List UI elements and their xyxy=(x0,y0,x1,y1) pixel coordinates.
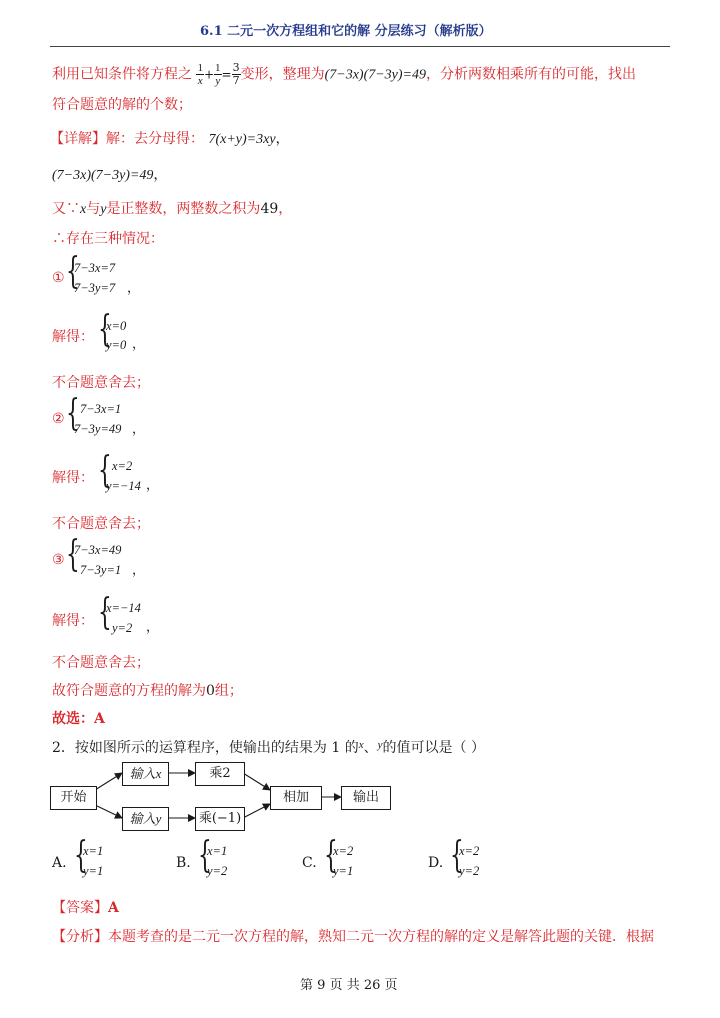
option-b-brace: { xyxy=(198,835,212,876)
and-x: x xyxy=(80,202,87,217)
detail-tag: 【详解】 xyxy=(50,131,106,147)
f3-den: 7 xyxy=(232,74,240,87)
analysis-line xyxy=(52,926,654,946)
f3-num: 3 xyxy=(232,61,240,74)
option-c-eq2: y=1 xyxy=(333,864,354,878)
detail-text: 解：去分母得： xyxy=(106,131,204,147)
flow-input-x-box: 输入x xyxy=(122,762,169,786)
f2-den: y xyxy=(215,75,221,87)
case-1-comma: ， xyxy=(127,281,141,296)
detail-expr: 7(x+y)=3xy xyxy=(208,132,276,147)
case-3-sol1: x=−14 xyxy=(106,601,141,615)
case-3-comma: ， xyxy=(132,563,146,578)
q2-stem: 2．按如图所示的运算程序，使输出的结果为 1 的 xyxy=(52,740,359,756)
case-2-sol2: y=−14 xyxy=(106,479,141,493)
case-1-sol-brace: { xyxy=(98,309,112,350)
q2-stem-end: 的值可以是（ ） xyxy=(382,740,485,756)
detail-tail: ， xyxy=(275,131,290,147)
conclusion-a: 故符合题意的方程的解为 xyxy=(52,683,206,699)
and-y: y xyxy=(100,202,107,217)
choice-line: 故选：A xyxy=(52,711,105,727)
case-3-eq2: 7−3y=1 xyxy=(80,563,122,577)
therefore-line: ∴存在三种情况： xyxy=(52,231,164,247)
p1-prefix: 利用已知条件将方程之 xyxy=(52,66,192,83)
p1-expr: (7−3x)(7−3y)=49 xyxy=(324,67,426,83)
case-2-sol-brace: { xyxy=(98,450,112,491)
case-3-marker: ③ xyxy=(52,552,65,568)
p1-suffix: ，分析两数相乘所有的可能，找出 xyxy=(426,66,636,83)
flow-output-box: 输出 xyxy=(341,786,391,810)
page-title: 6.1 二元一次方程组和它的解 分层练习（解析版） xyxy=(200,24,492,39)
option-d-eq1: x=2 xyxy=(459,844,480,858)
f2-num: 1 xyxy=(215,62,221,74)
case-1-marker: ① xyxy=(52,270,65,286)
option-a-label: A. xyxy=(52,855,67,871)
case-2-eq1: 7−3x=1 xyxy=(80,402,122,416)
flow-multiply-neg1-box: 乘(−1) xyxy=(195,807,245,831)
case-2-sol-comma: ， xyxy=(146,478,160,493)
case-3-solve-label: 解得： xyxy=(52,613,94,629)
option-a-brace: { xyxy=(74,835,88,876)
p1-mid: 变形，整理为 xyxy=(240,66,325,83)
and-d: ， xyxy=(278,201,293,217)
case-2-reject: 不合题意舍去； xyxy=(52,516,150,532)
option-b-label: B. xyxy=(176,855,191,871)
plus-sign: + xyxy=(203,67,215,82)
and-n: 49 xyxy=(260,201,279,217)
answer-tag: 【答案】 xyxy=(52,900,108,916)
case-3-eq1: 7−3x=49 xyxy=(74,543,122,557)
flow-multiply-2-box: 乘2 xyxy=(195,762,245,786)
flow-add-box: 相加 xyxy=(270,786,322,810)
option-d-brace: { xyxy=(450,835,464,876)
eq2-expr: (7−3x)(7−3y)=49 xyxy=(52,168,154,183)
case-2-comma: ， xyxy=(132,422,146,437)
flow-start-box: 开始 xyxy=(50,786,97,810)
case-1-solve-label: 解得： xyxy=(52,329,94,345)
equals-sign: = xyxy=(221,67,232,82)
footer-c: 页 xyxy=(384,978,398,993)
case-2-sol1: x=2 xyxy=(112,459,133,473)
flow-input-y-box: 输入y xyxy=(122,807,169,831)
option-d-eq2: y=2 xyxy=(459,864,480,878)
q2-sep: 、 xyxy=(363,740,378,756)
footer-current-page: 9 xyxy=(317,978,326,993)
case-3-sol-comma: ， xyxy=(146,620,160,635)
option-c-brace: { xyxy=(324,835,338,876)
case-1-sol1: x=0 xyxy=(106,319,127,333)
case-3-brace: { xyxy=(66,534,80,575)
analysis-tag: 【分析】 xyxy=(52,929,108,945)
footer-a: 第 xyxy=(300,978,314,993)
f1-num: 1 xyxy=(197,62,203,74)
case-1-sol2: y=0 xyxy=(106,338,127,352)
case-2-solve-label: 解得： xyxy=(52,470,94,486)
option-b-eq2: y=2 xyxy=(207,864,228,878)
q2-y: y xyxy=(377,739,383,751)
footer-total-pages: 26 xyxy=(363,978,381,993)
and-c: 是正整数，两整数之积为 xyxy=(106,201,261,217)
option-c-eq1: x=2 xyxy=(333,844,354,858)
option-a-eq1: x=1 xyxy=(83,844,104,858)
case-1-brace: { xyxy=(66,251,80,292)
option-b-eq1: x=1 xyxy=(207,844,228,858)
case-1-sol-comma: ， xyxy=(132,337,146,352)
case-2-eq2: 7−3y=49 xyxy=(74,422,122,436)
q2-x: x xyxy=(358,739,364,751)
option-a-eq2: y=1 xyxy=(83,864,104,878)
case-3-reject: 不合题意舍去； xyxy=(52,655,150,671)
analysis-text: 本题考查的是二元一次方程的解，熟知二元一次方程的解的定义是解答此题的关键．根据 xyxy=(108,929,654,945)
case-1-reject: 不合题意舍去； xyxy=(52,375,150,391)
case-1-eq1: 7−3x=7 xyxy=(74,261,116,275)
case-1-eq2: 7−3y=7 xyxy=(74,281,116,295)
arrow-start-to-input-x xyxy=(95,773,122,790)
case-3-sol2: y=2 xyxy=(112,621,133,635)
footer-b: 页 共 xyxy=(329,978,360,993)
arrow-start-to-input-y xyxy=(95,805,122,818)
eq2-tail: ， xyxy=(153,167,168,183)
and-b: 与 xyxy=(86,201,101,217)
arrow-mul-neg1-to-add xyxy=(243,804,270,818)
conclusion-n: 0 xyxy=(206,683,215,699)
answer-value: A xyxy=(108,900,119,916)
arrow-mul2-to-add xyxy=(243,773,270,790)
p1-line2: 符合题意的解的个数； xyxy=(52,97,192,113)
f1-den: x xyxy=(197,75,203,87)
case-2-brace: { xyxy=(66,393,80,434)
page-footer xyxy=(300,974,398,993)
and-a: 又∵ xyxy=(52,201,80,217)
option-d-label: D. xyxy=(428,855,444,871)
case-3-sol-brace: { xyxy=(98,592,112,633)
option-c-label: C. xyxy=(302,855,317,871)
conclusion-b: 组； xyxy=(214,683,243,699)
answer-line xyxy=(52,897,119,917)
case-2-marker: ② xyxy=(52,411,65,427)
